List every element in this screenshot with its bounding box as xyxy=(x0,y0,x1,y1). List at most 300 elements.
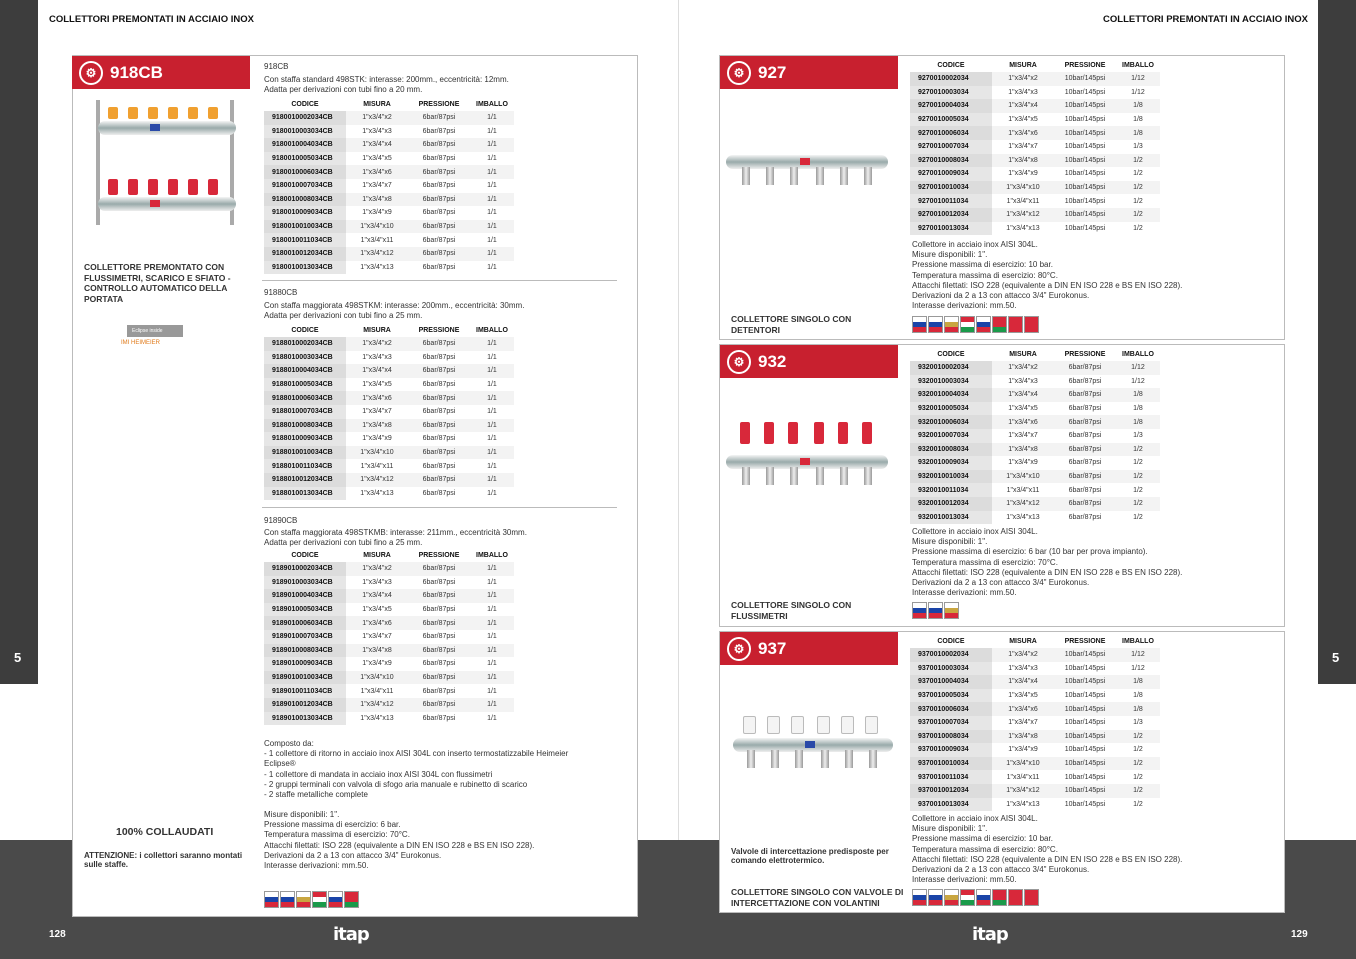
code-cell: 9188010009034CB xyxy=(264,432,346,446)
table-row xyxy=(910,702,1160,716)
pressure-cell: 6bar/87psi xyxy=(408,111,470,125)
size-cell: 1"x3/4"x8 xyxy=(346,193,408,207)
code-cell: 9188010013034CB xyxy=(264,487,346,501)
page-number-left: 128 xyxy=(49,929,66,940)
code-cell: 9188010007034CB xyxy=(264,405,346,419)
code-cell: 9320010007034 xyxy=(910,429,992,443)
pressure-cell: 6bar/87psi xyxy=(422,489,456,497)
pressure-cell: 6bar/87psi xyxy=(408,671,470,685)
table-row xyxy=(910,483,1160,497)
size-cell: 1"x3/4"x4 xyxy=(346,589,408,603)
pressure-cell: 10bar/145psi xyxy=(1064,143,1106,151)
code-cell: 9370010012034 xyxy=(910,784,992,798)
text-line: Pressione massima di esercizio: 10 bar. xyxy=(912,834,1053,844)
pack-cell: 1/12 xyxy=(1116,361,1160,375)
size-cell: 1"x3/4"x12 xyxy=(992,497,1054,511)
subsection-desc: Con staffa standard 498STK: interasse: 200mm., eccentricità: 12mm. xyxy=(264,75,509,84)
size-cell: 1"x3/4"x9 xyxy=(362,660,392,668)
product-code: 927 xyxy=(758,62,787,82)
certification-flag-icon xyxy=(264,891,279,908)
pack-cell: 1/1 xyxy=(470,138,514,152)
pressure-cell: 6bar/87psi xyxy=(408,138,470,152)
size-cell: 1"x3/4"x8 xyxy=(992,443,1054,457)
table-row xyxy=(264,419,514,433)
size-cell: 1"x3/4"x2 xyxy=(346,111,408,125)
eclipse-inside-badge: Eclipse inside xyxy=(127,325,183,337)
column-header: CODICE xyxy=(937,351,965,358)
attenzione-note: ATTENZIONE: i collettori saranno montati sulle staffe. xyxy=(84,851,243,869)
column-header: PRESSIONE xyxy=(418,552,460,559)
table-row xyxy=(910,497,1160,511)
column-header: IMBALLO xyxy=(476,552,508,559)
table-row xyxy=(264,657,514,671)
size-cell: 1"x3/4"x11 xyxy=(360,462,394,470)
pressure-cell: 10bar/145psi xyxy=(1054,648,1116,662)
size-cell: 1"x3/4"x10 xyxy=(346,220,408,234)
pressure-cell: 6bar/87psi xyxy=(408,220,470,234)
column-header: CODICE xyxy=(937,638,965,645)
page-number-right: 129 xyxy=(1291,929,1308,940)
text-line: Collettore in acciaio inox AISI 304L. xyxy=(912,240,1038,249)
certification-flags xyxy=(264,891,359,908)
pressure-cell: 6bar/87psi xyxy=(422,182,456,190)
column-header: CODICE xyxy=(937,62,965,69)
code-cell: 9370010002034 xyxy=(910,648,992,662)
table-row xyxy=(264,576,514,590)
text-line: Attacchi filettati: ISO 228 (equivalente a DIN EN ISO 228 e BS EN ISO 228). xyxy=(912,567,1183,577)
certification-flags xyxy=(912,889,1039,906)
table-row xyxy=(264,473,514,487)
pack-cell: 1/1 xyxy=(470,419,514,433)
size-cell: 1"x3/4"x10 xyxy=(992,757,1054,771)
pack-cell: 1/8 xyxy=(1116,415,1160,429)
pressure-cell: 6bar/87psi xyxy=(422,353,456,361)
product-title-932: COLLETTORE SINGOLO CON FLUSSIMETRI xyxy=(731,600,852,621)
pack-cell: 1/2 xyxy=(1116,208,1160,222)
pack-cell: 1/2 xyxy=(1133,170,1143,178)
pressure-cell: 6bar/87psi xyxy=(408,165,470,179)
table-row xyxy=(910,375,1160,389)
pack-cell: 1/2 xyxy=(1116,784,1160,798)
pressure-cell: 6bar/87psi xyxy=(408,616,470,630)
table-row xyxy=(264,391,514,405)
pressure-cell: 6bar/87psi xyxy=(422,155,456,163)
pressure-cell: 10bar/145psi xyxy=(1064,88,1106,96)
size-cell: 1"x3/4"x12 xyxy=(346,247,408,261)
column-header: IMBALLO xyxy=(476,327,508,334)
code-cell: 9188010005034CB xyxy=(264,378,346,392)
pressure-cell: 6bar/87psi xyxy=(422,578,456,586)
pressure-cell: 6bar/87psi xyxy=(422,209,456,217)
pressure-cell: 10bar/145psi xyxy=(1054,675,1116,689)
pack-cell: 1/1 xyxy=(487,435,497,443)
text-line: Misure disponibili: 1". xyxy=(264,810,340,819)
pack-cell: 1/8 xyxy=(1133,692,1143,700)
column-header: PRESSIONE xyxy=(1064,351,1106,358)
product-tag-927 xyxy=(720,56,898,89)
pressure-cell: 10bar/145psi xyxy=(1064,224,1106,232)
size-cell: 1"x3/4"x9 xyxy=(362,209,392,217)
code-cell: 9370010005034 xyxy=(910,689,992,703)
size-cell: 1"x3/4"x8 xyxy=(992,730,1054,744)
pack-cell: 1/1 xyxy=(487,353,497,361)
size-cell: 1"x3/4"x11 xyxy=(360,687,394,695)
table-row xyxy=(910,194,1160,208)
size-cell: 1"x3/4"x3 xyxy=(1008,664,1038,672)
table-row xyxy=(264,603,514,617)
product-table-91890cb xyxy=(264,549,514,725)
pack-cell: 1/1 xyxy=(487,127,497,135)
table-row xyxy=(910,126,1160,140)
code-cell: 9370010007034 xyxy=(910,716,992,730)
size-cell: 1"x3/4"x8 xyxy=(346,644,408,658)
pack-cell: 1/1 xyxy=(470,364,514,378)
pressure-cell: 10bar/145psi xyxy=(1054,126,1116,140)
pack-cell: 1/1 xyxy=(470,616,514,630)
code-cell: 9270010010034 xyxy=(910,181,992,195)
pressure-cell: 10bar/145psi xyxy=(1054,757,1116,771)
code-cell: 9188010010034CB xyxy=(264,446,346,460)
code-cell: 9320010010034 xyxy=(910,470,992,484)
table-row xyxy=(910,86,1160,100)
product-table-937 xyxy=(910,635,1160,811)
code-cell: 9320010008034 xyxy=(910,443,992,457)
size-cell: 1"x3/4"x13 xyxy=(360,714,394,722)
table-row xyxy=(264,698,514,712)
size-cell: 1"x3/4"x6 xyxy=(992,415,1054,429)
pack-cell: 1/2 xyxy=(1133,197,1143,205)
column-header: CODICE xyxy=(291,552,319,559)
text-line: Eclipse® xyxy=(264,759,296,769)
specs-918 xyxy=(264,810,624,871)
pack-cell: 1/2 xyxy=(1133,459,1143,467)
pack-cell: 1/2 xyxy=(1133,773,1143,781)
subsection-desc: Con staffa maggiorata 498STKMB: interasse: 211mm., eccentricità 30mm. xyxy=(264,528,527,537)
pack-cell: 1/1 xyxy=(470,165,514,179)
size-cell: 1"x3/4"x7 xyxy=(362,182,392,190)
pack-cell: 1/3 xyxy=(1133,719,1143,727)
pack-cell: 1/2 xyxy=(1116,443,1160,457)
text-line: Temperatura massima di esercizio: 80°C. xyxy=(912,844,1058,854)
certification-flags xyxy=(912,316,1039,333)
code-cell: 9180010010034CB xyxy=(264,220,346,234)
column-header: CODICE xyxy=(291,101,319,108)
column-header: MISURA xyxy=(1009,351,1037,358)
pressure-cell: 6bar/87psi xyxy=(422,633,456,641)
column-header: IMBALLO xyxy=(1122,62,1154,69)
code-cell: 9270010006034 xyxy=(910,126,992,140)
table-row xyxy=(264,125,514,139)
certification-flag-icon xyxy=(328,891,343,908)
code-cell: 9180010006034CB xyxy=(264,165,346,179)
subsection-name: 91880CB xyxy=(264,288,298,297)
pack-cell: 1/8 xyxy=(1116,702,1160,716)
pack-cell: 1/1 xyxy=(470,391,514,405)
table-row xyxy=(264,206,514,220)
size-cell: 1"x3/4"x13 xyxy=(360,263,394,271)
certification-flags xyxy=(912,602,959,619)
pack-cell: 1/2 xyxy=(1116,470,1160,484)
pressure-cell: 10bar/145psi xyxy=(1064,197,1106,205)
code-cell: 9180010002034CB xyxy=(264,111,346,125)
pressure-cell: 10bar/145psi xyxy=(1054,99,1116,113)
manifold-image-932 xyxy=(726,410,891,488)
text-line: - 1 collettore di ritorno in acciaio inox AISI 304L con inserto termostatizzabile Heimeier xyxy=(264,749,569,759)
size-cell: 1"x3/4"x4 xyxy=(992,388,1054,402)
size-cell: 1"x3/4"x2 xyxy=(992,72,1054,86)
certification-flag-icon xyxy=(960,889,975,906)
product-table-91880cb xyxy=(264,324,514,500)
table-row xyxy=(264,111,514,125)
code-cell: 9270010002034 xyxy=(910,72,992,86)
pack-cell: 1/1 xyxy=(470,337,514,351)
certification-flag-icon xyxy=(944,316,959,333)
code-cell: 9370010009034 xyxy=(910,743,992,757)
code-cell: 9270010009034 xyxy=(910,167,992,181)
collaudati-label: 100% COLLAUDATI xyxy=(116,826,214,838)
product-table-932 xyxy=(910,348,1160,524)
code-cell: 9189010011034CB xyxy=(264,684,346,698)
right-section-tab xyxy=(1318,0,1356,684)
page-header-right: COLLETTORI PREMONTATI IN ACCIAIO INOX xyxy=(1103,14,1308,25)
code-cell: 9320010011034 xyxy=(910,483,992,497)
divider xyxy=(262,280,617,281)
size-cell: 1"x3/4"x3 xyxy=(362,127,392,135)
pressure-cell: 6bar/87psi xyxy=(422,408,456,416)
pressure-cell: 6bar/87psi xyxy=(408,337,470,351)
certification-flag-icon xyxy=(944,602,959,619)
product-code: 918CB xyxy=(110,62,163,82)
pack-cell: 1/8 xyxy=(1116,126,1160,140)
code-cell: 9270010005034 xyxy=(910,113,992,127)
size-cell: 1"x3/4"x5 xyxy=(362,381,392,389)
gear-icon: ⚙ xyxy=(79,61,103,85)
pressure-cell: 6bar/87psi xyxy=(422,381,456,389)
table-row xyxy=(264,459,514,473)
text-line: Derivazioni da 2 a 13 con attacco 3/4" Eurokonus. xyxy=(264,850,442,860)
table-row xyxy=(910,72,1160,86)
table-row xyxy=(910,784,1160,798)
pressure-cell: 10bar/145psi xyxy=(1054,208,1116,222)
pack-cell: 1/1 xyxy=(487,660,497,668)
code-cell: 9188010006034CB xyxy=(264,391,346,405)
pack-cell: 1/1 xyxy=(470,247,514,261)
text-line: Collettore in acciaio inox AISI 304L. xyxy=(912,814,1038,823)
pack-cell: 1/1 xyxy=(470,446,514,460)
product-table-918cb xyxy=(264,98,514,274)
pack-cell: 1/2 xyxy=(1133,800,1143,808)
code-cell: 9370010013034 xyxy=(910,798,992,812)
column-header: MISURA xyxy=(363,327,391,334)
certification-flag-icon xyxy=(344,891,359,908)
pack-cell: 1/1 xyxy=(470,220,514,234)
code-cell: 9188010004034CB xyxy=(264,364,346,378)
specs-932 xyxy=(912,527,1272,598)
subsection-desc2: Adatta per derivazioni con tubi fino a 20 mm. xyxy=(264,85,423,94)
pack-cell: 1/8 xyxy=(1133,116,1143,124)
table-row xyxy=(264,487,514,501)
product-code: 932 xyxy=(758,351,787,371)
certification-flag-icon xyxy=(1008,316,1023,333)
column-header: PRESSIONE xyxy=(1064,62,1106,69)
code-cell: 9320010003034 xyxy=(910,375,992,389)
pack-cell: 1/1 xyxy=(487,155,497,163)
table-row xyxy=(910,743,1160,757)
text-line: Interasse derivazioni: mm.50. xyxy=(912,875,1017,885)
column-header: CODICE xyxy=(291,327,319,334)
pressure-cell: 6bar/87psi xyxy=(1068,513,1102,521)
pressure-cell: 10bar/145psi xyxy=(1054,702,1116,716)
size-cell: 1"x3/4"x8 xyxy=(346,419,408,433)
size-cell: 1"x3/4"x2 xyxy=(346,562,408,576)
pack-cell: 1/3 xyxy=(1133,432,1143,440)
pressure-cell: 6bar/87psi xyxy=(1054,361,1116,375)
size-cell: 1"x3/4"x12 xyxy=(346,473,408,487)
pack-cell: 1/1 xyxy=(470,111,514,125)
text-line: Temperatura massima di esercizio: 70°C. xyxy=(912,557,1058,567)
table-row xyxy=(910,730,1160,744)
column-header: IMBALLO xyxy=(1122,638,1154,645)
note-937: Valvole di intercettazione predisposte per comando elettrotermico. xyxy=(731,847,889,865)
column-header: IMBALLO xyxy=(1122,351,1154,358)
column-header: PRESSIONE xyxy=(418,327,460,334)
text-line: Misure disponibili: 1". xyxy=(912,250,988,260)
heimeier-logo: IMI HEIMEIER xyxy=(121,340,161,346)
composition-text xyxy=(264,739,624,800)
size-cell: 1"x3/4"x4 xyxy=(346,364,408,378)
pack-cell: 1/1 xyxy=(470,589,514,603)
code-cell: 9270010007034 xyxy=(910,140,992,154)
pack-cell: 1/1 xyxy=(487,236,497,244)
table-row xyxy=(264,644,514,658)
pack-cell: 1/3 xyxy=(1133,143,1143,151)
code-cell: 9320010009034 xyxy=(910,456,992,470)
pack-cell: 1/1 xyxy=(470,473,514,487)
column-header: MISURA xyxy=(363,101,391,108)
itap-logo-left: itap xyxy=(333,924,369,945)
pressure-cell: 6bar/87psi xyxy=(408,247,470,261)
pack-cell: 1/1 xyxy=(487,714,497,722)
code-cell: 9370010004034 xyxy=(910,675,992,689)
divider xyxy=(262,507,617,508)
table-row xyxy=(264,247,514,261)
size-cell: 1"x3/4"x3 xyxy=(1008,88,1038,96)
code-cell: 9370010006034 xyxy=(910,702,992,716)
pressure-cell: 6bar/87psi xyxy=(422,660,456,668)
table-row xyxy=(264,364,514,378)
table-row xyxy=(910,429,1160,443)
table-row xyxy=(264,220,514,234)
pack-cell: 1/1 xyxy=(470,698,514,712)
column-header: IMBALLO xyxy=(476,101,508,108)
left-section-tab xyxy=(0,0,38,684)
column-header: PRESSIONE xyxy=(418,101,460,108)
product-table-927 xyxy=(910,59,1160,235)
certification-flag-icon xyxy=(1024,316,1039,333)
size-cell: 1"x3/4"x6 xyxy=(346,391,408,405)
section-number-left: 5 xyxy=(14,650,22,665)
size-cell: 1"x3/4"x10 xyxy=(346,446,408,460)
table-row xyxy=(910,181,1160,195)
text-line: Pressione massima di esercizio: 10 bar. xyxy=(912,260,1053,270)
code-cell: 9320010004034 xyxy=(910,388,992,402)
pack-cell: 1/2 xyxy=(1133,486,1143,494)
text-line: Temperatura massima di esercizio: 80°C. xyxy=(912,270,1058,280)
size-cell: 1"x3/4"x10 xyxy=(992,181,1054,195)
certification-flag-icon xyxy=(960,316,975,333)
pressure-cell: 10bar/145psi xyxy=(1054,154,1116,168)
pressure-cell: 6bar/87psi xyxy=(408,364,470,378)
table-row xyxy=(910,757,1160,771)
code-cell: 9189010013034CB xyxy=(264,712,346,726)
text-line: Temperatura massima di esercizio: 70°C. xyxy=(264,830,410,840)
code-cell: 9189010002034CB xyxy=(264,562,346,576)
pressure-cell: 6bar/87psi xyxy=(408,446,470,460)
pack-cell: 1/1 xyxy=(487,408,497,416)
table-row xyxy=(910,470,1160,484)
code-cell: 9270010012034 xyxy=(910,208,992,222)
code-cell: 9180010005034CB xyxy=(264,152,346,166)
certification-flag-icon xyxy=(1008,889,1023,906)
size-cell: 1"x3/4"x5 xyxy=(1008,692,1038,700)
page-header-left: COLLETTORI PREMONTATI IN ACCIAIO INOX xyxy=(49,14,254,25)
table-row xyxy=(264,337,514,351)
pressure-cell: 6bar/87psi xyxy=(1054,388,1116,402)
table-row xyxy=(264,630,514,644)
pack-cell: 1/2 xyxy=(1133,513,1143,521)
table-row xyxy=(910,648,1160,662)
code-cell: 9270010003034 xyxy=(910,86,992,100)
code-cell: 9180010009034CB xyxy=(264,206,346,220)
table-row xyxy=(910,770,1160,784)
pressure-cell: 6bar/87psi xyxy=(422,606,456,614)
spine xyxy=(678,0,679,840)
code-cell: 9370010003034 xyxy=(910,662,992,676)
pressure-cell: 10bar/145psi xyxy=(1064,170,1106,178)
table-row xyxy=(910,798,1160,812)
certification-flag-icon xyxy=(928,316,943,333)
pressure-cell: 10bar/145psi xyxy=(1054,72,1116,86)
text-line: Attacchi filettati: ISO 228 (equivalente a DIN EN ISO 228 e BS EN ISO 228). xyxy=(264,840,535,850)
pack-cell: 1/1 xyxy=(470,193,514,207)
size-cell: 1"x3/4"x4 xyxy=(992,99,1054,113)
table-row xyxy=(910,415,1160,429)
table-row xyxy=(264,446,514,460)
size-cell: 1"x3/4"x2 xyxy=(346,337,408,351)
product-tag-918cb xyxy=(72,56,250,89)
code-cell: 9180010007034CB xyxy=(264,179,346,193)
text-line: Derivazioni da 2 a 13 con attacco 3/4" Eurokonus. xyxy=(912,291,1090,301)
size-cell: 1"x3/4"x2 xyxy=(992,648,1054,662)
certification-flag-icon xyxy=(912,889,927,906)
pressure-cell: 10bar/145psi xyxy=(1064,116,1106,124)
pressure-cell: 6bar/87psi xyxy=(422,435,456,443)
pack-cell: 1/1 xyxy=(487,381,497,389)
pressure-cell: 6bar/87psi xyxy=(1068,377,1102,385)
text-line: Attacchi filettati: ISO 228 (equivalente a DIN EN ISO 228 e BS EN ISO 228). xyxy=(912,280,1183,290)
size-cell: 1"x3/4"x5 xyxy=(362,606,392,614)
size-cell: 1"x3/4"x3 xyxy=(362,353,392,361)
pressure-cell: 6bar/87psi xyxy=(422,236,456,244)
pack-cell: 1/2 xyxy=(1116,757,1160,771)
size-cell: 1"x3/4"x9 xyxy=(362,435,392,443)
subsection-name: 918CB xyxy=(264,62,289,71)
pressure-cell: 10bar/145psi xyxy=(1064,746,1106,754)
size-cell: 1"x3/4"x13 xyxy=(1006,800,1040,808)
product-code: 937 xyxy=(758,638,787,658)
table-row xyxy=(910,689,1160,703)
code-cell: 9189010008034CB xyxy=(264,644,346,658)
